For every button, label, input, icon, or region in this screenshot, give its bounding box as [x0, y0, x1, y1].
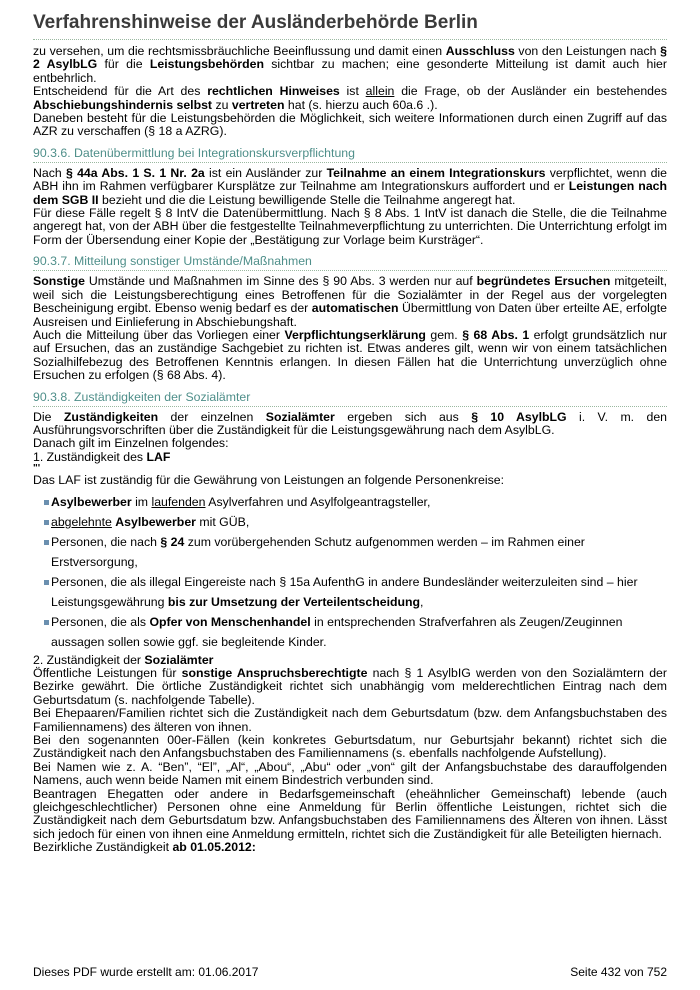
text: gem.	[425, 327, 463, 342]
text: im	[131, 494, 152, 509]
text: Die	[33, 409, 64, 424]
text: die Frage, ob der Ausländer ein bestehendes	[394, 84, 667, 99]
text: zu versehen, um die rechtsmissbräuchliche Beeinflussung und damit einen	[33, 44, 446, 58]
text: Auch die Mitteilung über das Vorliegen einer	[33, 327, 285, 342]
bullet-square-icon	[44, 500, 49, 505]
intro-paragraph-3: Daneben besteht für die Leistungsbehörden die Möglichkeit, sich weitere Informationen durch einen Zugriff auf das AZR zu verschaffen (§ 18 a AZRG).	[33, 111, 667, 139]
page-footer	[33, 965, 667, 979]
s3-paragraph-9	[33, 841, 667, 854]
s3-paragraph-4	[33, 667, 667, 707]
text-bold: Abschiebungshindernis selbst	[33, 97, 213, 112]
text: zum vorübergehenden Schutz aufgenommen werden – im Rahmen einer Erstversorgung,	[51, 534, 585, 569]
text-underline: laufenden	[151, 494, 206, 509]
text: Umstände und Maßnahmen im Sinne des § 90 Abs. 3 werden nur auf	[84, 274, 477, 289]
created-date: Dieses PDF wurde erstellt am: 01.06.2017	[33, 965, 259, 979]
text-bold: § 10 AsylbLG	[471, 409, 567, 424]
s3-paragraph-6: Bei den sogenannten 00er-Fällen (kein konkretes Geburtsdatum, nur Geburtsjahr bekannt) richtet sich die Zuständigkeit nach den Anfangsbuchstaben des Familiennamens (s. ebenfalls nachfolgende Aufstellung).	[33, 733, 667, 761]
text: der einzelnen	[158, 409, 266, 424]
s3-paragraph-8: Beantragen Ehegatten oder andere in Bedarfsgemeinschaft (eheähnlicher Gemeinschaft) lebende (auch gleichgeschlechtlicher) Personen ohne eine Anmeldung für Berlin öffentliche Leistungen, richtet sich die Zuständigkeit nach dem Geburtsdatum bzw. Anfangsbuchstaben des Familiennamens des Älteren von ihnen. Lässt sich jedoch für einen von ihnen eine Anmeldung ermitteln, richtet sich die Zuständigkeit für alle Beteiligten hiernach.	[33, 786, 667, 841]
page-title: Verfahrenshinweise der Ausländerbehörde Berlin	[33, 11, 667, 40]
text-bold: Leistungsbehörden	[149, 57, 264, 72]
bullet-square-icon	[44, 580, 49, 585]
s3-numbered-item-1	[33, 451, 667, 464]
text: Personen, die nach	[51, 534, 161, 549]
text: 1. Zuständigkeit des	[33, 449, 147, 464]
text-bold: Teilnahme an einem Integrationskurs	[326, 165, 546, 180]
text: Personen, die als	[51, 614, 150, 629]
page-number: Seite 432 von 752	[570, 965, 667, 979]
text-bold: sonstige Anspruchsberechtigte	[181, 665, 368, 680]
bullet-square-icon	[44, 520, 49, 525]
text: mit GÜB,	[195, 514, 250, 529]
text-bold: Ausschluss	[445, 44, 515, 58]
s2-paragraph-2	[33, 329, 667, 383]
text-bold: ab 01.05.2012:	[172, 840, 256, 855]
text-bold: vertreten	[231, 97, 285, 112]
text-bold: Sonstige	[33, 274, 85, 289]
text-bold: Leistungen nach dem SGB II	[33, 179, 668, 207]
text: nach § 1 AsylbIG werden von den Sozialämtern der Bezirke gewährt. Die örtliche Zuständigkeit richtet sich unabhängig vom melderechtlichen Eintrag nach dem Geburtsdatum (s. nachfolgende Tabelle).	[33, 665, 667, 707]
text-bold: Zuständigkeiten	[63, 409, 159, 424]
text-bold: LAF	[146, 449, 171, 464]
text-bold: § 24	[160, 534, 185, 549]
text: i. V. m. den Ausführungsvorschriften über die Zuständigkeit für die Leistungsgewährung nach dem AsylbLG.	[33, 409, 668, 437]
s3-paragraph-1	[33, 411, 667, 438]
text-bold: automatischen	[311, 301, 399, 316]
text: zu	[212, 97, 232, 112]
text: von den Leistungen nach	[514, 44, 661, 58]
text-bold: Sozialämter	[144, 652, 214, 667]
text-bold: § 2 AsylbLG	[33, 44, 667, 72]
text: Asylverfahren und Asylfolgeantragsteller,	[205, 494, 431, 509]
text: verpflichtet, wenn die ABH ihn im Rahmen verfügbarer Kursplätze zur Teilnahme am Integrationskurs auffordert und er	[33, 165, 667, 194]
text: in entsprechenden Strafverfahren als Zeugen/Zeuginnen aussagen sollen sowie ggf. sie begleitende Kinder.	[51, 614, 623, 649]
list-item	[33, 532, 667, 572]
text: ist	[339, 84, 366, 99]
s3-numbered-item-2	[33, 654, 667, 667]
text-bold: bis zur Umsetzung der Verteilentscheidung	[167, 594, 421, 609]
list-item	[33, 512, 667, 532]
text-bold: Asylbewerber	[51, 494, 132, 509]
text: ergeben sich aus	[334, 409, 472, 424]
text: bezieht und die die Leistung bewilligende Stelle die Teilnahme angeregt hat.	[98, 192, 516, 207]
s2-paragraph-1	[33, 275, 667, 329]
s3-paragraph-3: Das LAF ist zuständig für die Gewährung von Leistungen an folgende Personenkreise:	[33, 473, 504, 488]
personenkreise-list	[33, 492, 667, 652]
text: Übermittlung von Daten über erteilte AE, erfolgte Ausreisen und Einlieferung in Abschiebungshaft.	[33, 301, 667, 329]
text: Bezirkliche Zuständigkeit	[33, 840, 173, 855]
text-bold: Opfer von Menschenhandel	[149, 614, 311, 629]
text-bold: § 68 Abs. 1	[462, 327, 530, 342]
s3-paragraph-5: Bei Ehepaaren/Familien richtet sich die Zuständigkeit nach dem Geburtsdatum (bzw. dem Anfangsbuchstaben des Familiennamens) des älteren von ihnen.	[33, 706, 667, 734]
s1-paragraph-1	[33, 167, 667, 207]
list-item	[33, 492, 667, 512]
text: mitgeteilt, weil sich die Leistungsberechtigung eines Betroffenen für die Sozialämter in der Regel aus der vorgelegten Bescheinigung ergibt. Ebenso wenig bedarf es der	[33, 274, 667, 316]
text-bold: "'	[33, 463, 41, 475]
text: Personen, die als illegal Eingereiste nach § 15a AufenthG in andere Bundesländer weiterzuleiten sind – hier Leistungsgewährung	[51, 574, 638, 609]
text: ist ein Ausländer zur	[204, 165, 327, 180]
s3-paragraph-7: Bei Namen wie z. A. “Ben”, “El”, „Al“, „Abou“, „Abu“ oder „von“ gilt der Anfangsbuchstabe des darauffolgenden Namens, auch wenn beide Namen mit einem Bindestrich verbunden sind.	[33, 759, 667, 788]
bullet-square-icon	[44, 540, 49, 545]
text: ,	[420, 594, 424, 609]
text-bold: rechtlichen Hinweises	[207, 84, 340, 99]
intro-paragraph-2	[33, 85, 667, 112]
text: Öffentliche Leistungen für	[33, 665, 182, 680]
section-heading-90-3-6: 90.3.6. Datenübermittlung bei Integrationskursverpflichtung	[33, 146, 667, 163]
text: Nach	[33, 165, 66, 180]
list-item	[33, 572, 667, 612]
text: Entscheidend für die Art des	[33, 84, 208, 99]
text-underline: abgelehnte	[51, 514, 112, 529]
text: 2. Zuständigkeit der	[33, 652, 145, 667]
text: hat (s. hierzu auch 60a.6 .).	[284, 97, 438, 112]
text-underline: allein	[365, 84, 395, 99]
intro-paragraph-1	[33, 45, 667, 85]
bullet-square-icon	[44, 620, 49, 625]
list-item	[33, 612, 667, 652]
text-bold: Sozialämter	[265, 409, 335, 424]
s1-paragraph-2: Für diese Fälle regelt § 8 IntV die Datenübermittlung. Nach § 8 Abs. 1 IntV ist danach die Stelle, die die Teilnahme angeregt hat, von der ABH über die festgestellte Teilnahmeverpflichtung zu unterrichten. Die Unterrichtung erfolgt im Form der Übersendung einer Kopie der „Bestätigung zur Vorlage beim Kursträger“.	[33, 206, 667, 247]
text-bold: begründetes Ersuchen	[476, 274, 611, 289]
text-bold: § 44a Abs. 1 S. 1 Nr. 2a	[65, 165, 205, 180]
s3-paragraph-2: Danach gilt im Einzelnen folgendes:	[33, 436, 229, 451]
section-heading-90-3-8: 90.3.8. Zuständigkeiten der Sozialämter	[33, 390, 667, 407]
text-bold: Asylbewerber	[115, 514, 196, 529]
text-bold: Verpflichtungserklärung	[284, 327, 426, 342]
text: für die	[97, 57, 150, 72]
text: erfolgt grundsätzlich nur auf Ersuchen, das an zuständige Sachgebiet zu richten ist. Etwas anderes gilt, wenn wir von einem tatsächlichen Sozialhilfebezug des Betroffenen Kenntnis erlangen. In diesen Fällen hat die Unterrichtung unverzüglich ohne Ersuchen zu erfolgen (§ 68 Abs. 4).	[33, 327, 668, 383]
text: sichtbar zu machen; eine gesonderte Mitteilung ist damit auch hier entbehrlich.	[33, 57, 667, 85]
section-heading-90-3-7: 90.3.7. Mitteilung sonstiger Umstände/Maßnahmen	[33, 254, 667, 271]
